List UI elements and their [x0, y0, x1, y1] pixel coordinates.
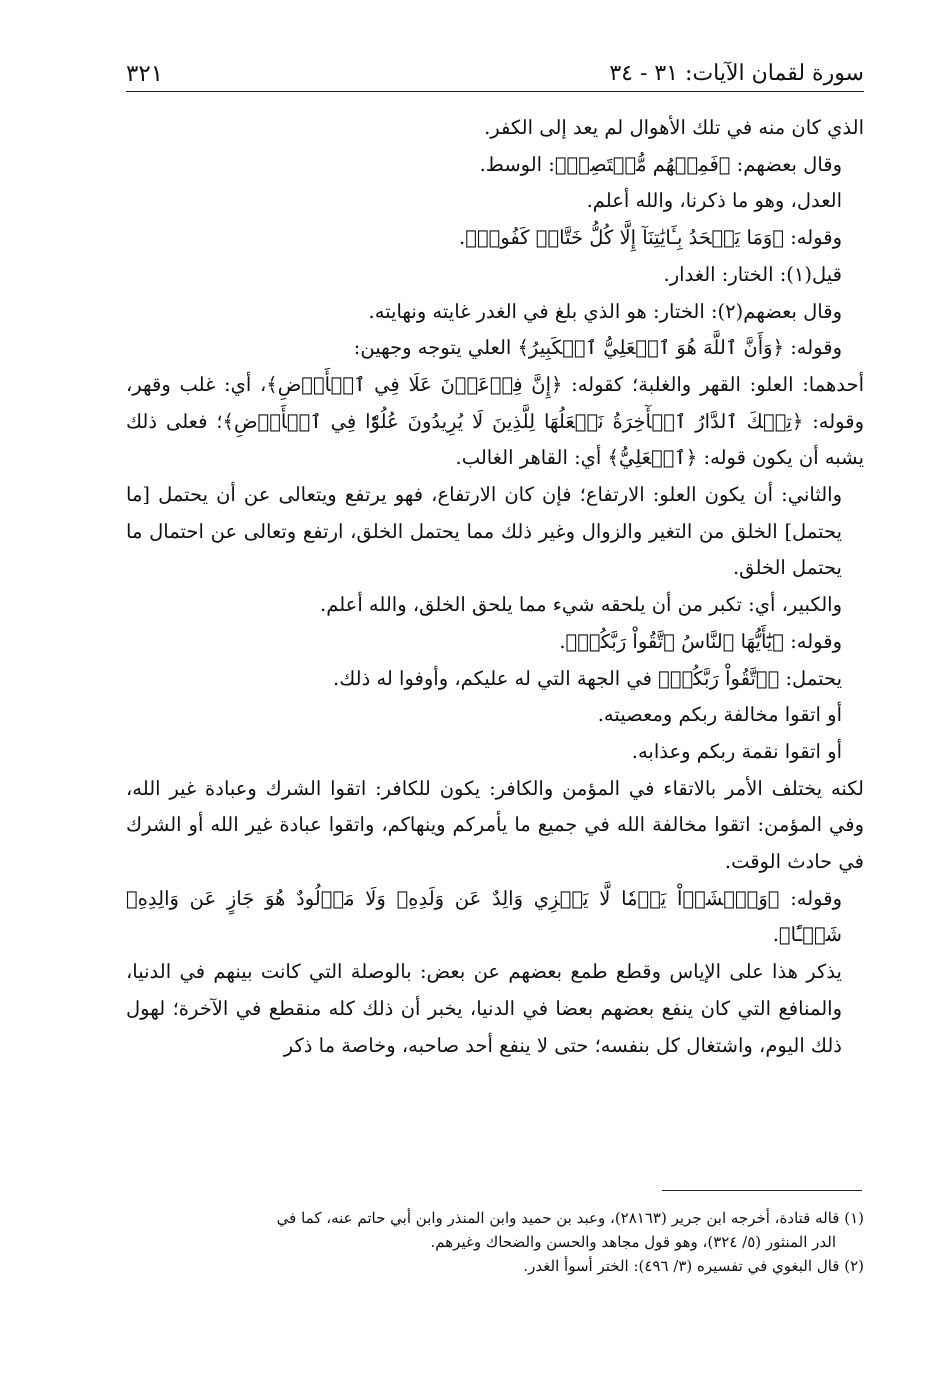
- paragraph-line: والكبير، أي: تكبر من أن يلحقه شيء مما يلحق الخلق، والله أعلم.: [320, 593, 842, 617]
- main-text: [126, 110, 864, 1064]
- paragraph-line: الذي كان منه في تلك الأهوال لم يعد إلى الكفر.: [484, 116, 864, 139]
- paragraph-line: وقال بعضهم(٢): الختار: هو الذي بلغ في الغدر غايته ونهايته.: [368, 299, 842, 323]
- paragraph-line: أو اتقوا نقمة ربكم وعذابه.: [631, 739, 842, 763]
- running-title: سورة لقمان الآيات: ٣١ - ٣٤: [609, 61, 864, 86]
- footnote-2: (٢) قال البغوي في تفسيره (٣/ ٤٩٦): الختر أسوأ الغدر.: [523, 1257, 864, 1275]
- paragraph-line: وقال بعضهم: ﴿فَمِنۡهُم مُّقۡتَصِدٞ﴾: الوسط.: [479, 152, 842, 176]
- footnote-divider: [662, 1190, 862, 1191]
- paragraph-line: وقوله: ﴿يَٰٓأَيُّهَا ٱلنَّاسُ ٱتَّقُواْ رَبَّكُمۡ﴾.: [559, 629, 842, 653]
- paragraph: أحدهما: العلو: القهر والغلبة؛ كقوله: ﴿إِنَّ فِرۡعَوۡنَ عَلَا فِي ٱلۡأَرۡضِ﴾، أي: غلب وقهر، وقوله: ﴿تِلۡكَ ٱلدَّارُ ٱلۡأٓخِرَةُ نَجۡعَلُهَا لِلَّذِينَ لَا يُرِيدُونَ عُلُوّٗا فِي ٱلۡأَرۡضِ﴾؛ فعلى ذلك يشبه أن يكون قوله: ﴿ٱلۡعَلِيُّ﴾ أي: القاهر الغالب.: [126, 372, 864, 470]
- footnote-1: (١) قاله قتادة، أخرجه ابن جرير (٢٨١٦٣)، وعبد بن حميد وابن المنذر وابن أبي حاتم عنه، كما في: [276, 1209, 864, 1227]
- paragraph-line: وقوله: ﴿وَٱخۡشَوۡاْ يَوۡمٗا لَّا يَجۡزِي وَالِدٌ عَن وَلَدِهِۦ وَلَا مَوۡلُودٌ هُوَ جَازٍ عَن وَالِدِهِۦ شَيۡـًٔا﴾.: [126, 886, 842, 947]
- paragraph: والثاني: أن يكون العلو: الارتفاع؛ فإن كان الارتفاع، فهو يرتفع ويتعالى عن أن يحتمل [ما يحتمل] الخلق من التغير والزوال وغير ذلك مما يحتمل الخلق، ارتفع وتعالى عن احتمال ما يحتمل الخلق.: [126, 483, 842, 580]
- page-header: [126, 52, 864, 92]
- paragraph-line: يحتمل: ﴿ٱتَّقُواْ رَبَّكُمۡ﴾ في الجهة التي له عليكم، وأوفوا له ذلك.: [333, 666, 842, 690]
- page-number: ٣٢١: [126, 61, 164, 87]
- footnote-1-continuation: الدر المنثور (٥/ ٣٢٤)، وهو قول مجاهد والحسن والضحاك وغيرهم.: [430, 1233, 836, 1251]
- paragraph-line: قيل(١): الختار: الغدار.: [663, 262, 842, 286]
- paragraph-line: أو اتقوا مخالفة ربكم ومعصيته.: [597, 703, 842, 727]
- paragraph: يذكر هذا على الإياس وقطع طمع بعضهم عن بعض: بالوصلة التي كانت بينهم في الدنيا، والمنافع التي كان ينفع بعضهم بعضا في الدنيا، يخبر أن ذلك كله منقطع في الآخرة؛ لهول ذلك اليوم، واشتغال كل بنفسه؛ حتى لا ينفع أحد صاحبه، وخاصة ما ذكر: [126, 960, 842, 1057]
- paragraph-line: وقوله: ﴿وَمَا يَجۡحَدُ بِـَٔايَٰتِنَآ إِلَّا كُلُّ خَتَّارٖ كَفُورٖ﴾.: [459, 226, 842, 250]
- paragraph-line: وقوله: ﴿وَأَنَّ ٱللَّهَ هُوَ ٱلۡعَلِيُّ ٱلۡكَبِيرُ﴾ العلي يتوجه وجهين:: [353, 336, 842, 360]
- paragraph: لكنه يختلف الأمر بالاتقاء في المؤمن والكافر: يكون للكافر: اتقوا الشرك وعبادة غير الله، وفي المؤمن: اتقوا مخالفة الله في جميع ما يأمركم وينهاكم، واتقوا عبادة غير الله أو الشرك في حادث الوقت.: [126, 776, 864, 874]
- footnotes: [126, 1206, 864, 1278]
- paragraph-line: العدل، وهو ما ذكرنا، والله أعلم.: [586, 189, 842, 213]
